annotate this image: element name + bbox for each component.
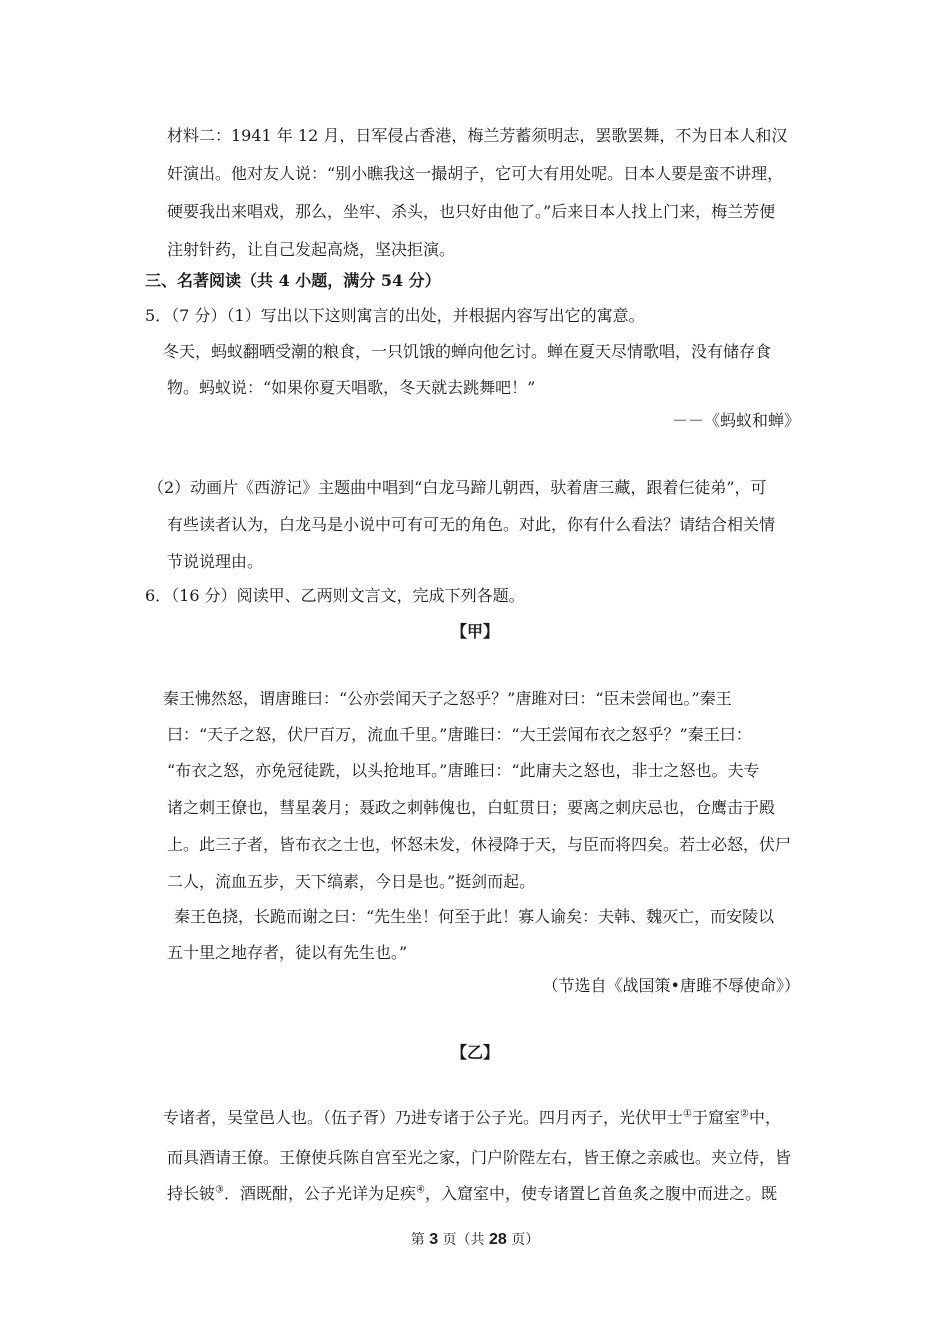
material2-line-4: 注射针药，让自己发起高烧，坚决拒演。 (167, 240, 456, 259)
section-heading: 三、名著阅读（共 4 小题，满分 54 分） (145, 271, 441, 290)
yi-line-3: 持长铍③．酒既酣，公子光详为足疾④，入窟室中，使专诸置匕首鱼炙之腹中而进之。既 (167, 1184, 777, 1203)
material2-line-2: 奸演出。他对友人说：“别小瞧我这一撮胡子，它可大有用处呢。日本人要是蛮不讲理， (167, 164, 784, 183)
jia-line-7: 秦王色挠，长跪而谢之曰：“先生坐！何至于此！寡人谕矣：夫韩、魏灭亡，而安陵以 (174, 907, 775, 926)
material2-line-1: 材料二：1941 年 12 月，日军侵占香港，梅兰芳蓄须明志，罢歌罢舞，不为日本人和汉 (167, 126, 788, 145)
jia-line-3: “布衣之怒，亦免冠徒跣，以头抢地耳。”唐雎曰：“此庸夫之怒也，非士之怒也。夫专 (167, 761, 760, 780)
passage-jia-title: 【甲】 (450, 622, 499, 641)
jia-line-1: 秦王怫然怒，谓唐雎曰：“公亦尝闻天子之怒乎？”唐雎对曰：“臣未尝闻也。”秦王 (163, 689, 732, 708)
jia-line-5: 上。此三子者，皆布衣之士也，怀怒未发，休祲降于天，与臣而将四矣。若士必怒，伏尸 (167, 835, 792, 854)
yi-line-2: 而具酒请王僚。王僚使兵陈自宫至光之家，门户阶陛左右，皆王僚之亲戚也。夹立侍，皆 (167, 1148, 792, 1167)
q5-part2-line-2: 有些读者认为，白龙马是小说中可有可无的角色。对此，你有什么看法？请结合相关情 (167, 515, 776, 534)
passage-yi-title: 【乙】 (450, 1043, 499, 1062)
page-footer: 第 3 页（共 28 页） (410, 1231, 540, 1248)
material2-line-3: 硬要我出来唱戏，那么，坐牢、杀头，也只好由他了。”后来日本人找上门来，梅兰芳便 (167, 202, 776, 221)
jia-line-4: 诸之刺王僚也，彗星袭月；聂政之刺韩傀也，白虹贯日；要离之刺庆忌也，仓鹰击于殿 (167, 798, 776, 817)
footnote-mark-4: ④ (416, 1184, 425, 1196)
q5-fable-line-2: 物。蚂蚁说：“如果你夏天唱歌，冬天就去跳舞吧！” (167, 378, 536, 397)
footnote-mark-2: ② (740, 1108, 749, 1120)
yi-line-1: 专诸者，吴堂邑人也。（伍子胥）乃进专诸于公子光。四月丙子，光伏甲士①于窟室②中， (163, 1108, 781, 1127)
q5-part2-line-1: （2）动画片《西游记》主题曲中唱到“白龙马蹄儿朝西，驮着唐三藏，跟着仨徒弟”，可 (148, 478, 767, 497)
q5-part2-line-3: 节说说理由。 (167, 552, 264, 571)
page-number: 3 (429, 1231, 439, 1248)
q5-fable-line-1: 冬天，蚂蚁翻晒受潮的粮食，一只饥饿的蝉向他乞讨。蝉在夏天尽情歌唱，没有储存食 (163, 342, 772, 361)
total-pages: 28 (489, 1231, 507, 1248)
q6-stem: 6．（16 分）阅读甲、乙两则文言文，完成下列各题。 (145, 586, 525, 605)
jia-line-6: 二人，流血五步，天下缟素，今日是也。”挺剑而起。 (167, 872, 536, 891)
jia-line-2: 曰：“天子之怒，伏尸百万，流血千里。”唐雎曰：“大王尝闻布衣之怒乎？”秦王曰： (167, 725, 752, 744)
jia-line-8: 五十里之地存者，徒以有先生也。” (167, 943, 408, 962)
q5-stem: 5．（7 分）（1）写出以下这则寓言的出处，并根据内容写出它的寓意。 (145, 306, 645, 325)
q5-fable-attribution: －－《蚂蚁和蝉》 (671, 411, 800, 430)
footnote-mark-3: ③ (215, 1184, 224, 1196)
footnote-mark-1: ① (683, 1108, 692, 1120)
jia-source: （节选自《战国策•唐雎不辱使命》） (542, 976, 800, 995)
